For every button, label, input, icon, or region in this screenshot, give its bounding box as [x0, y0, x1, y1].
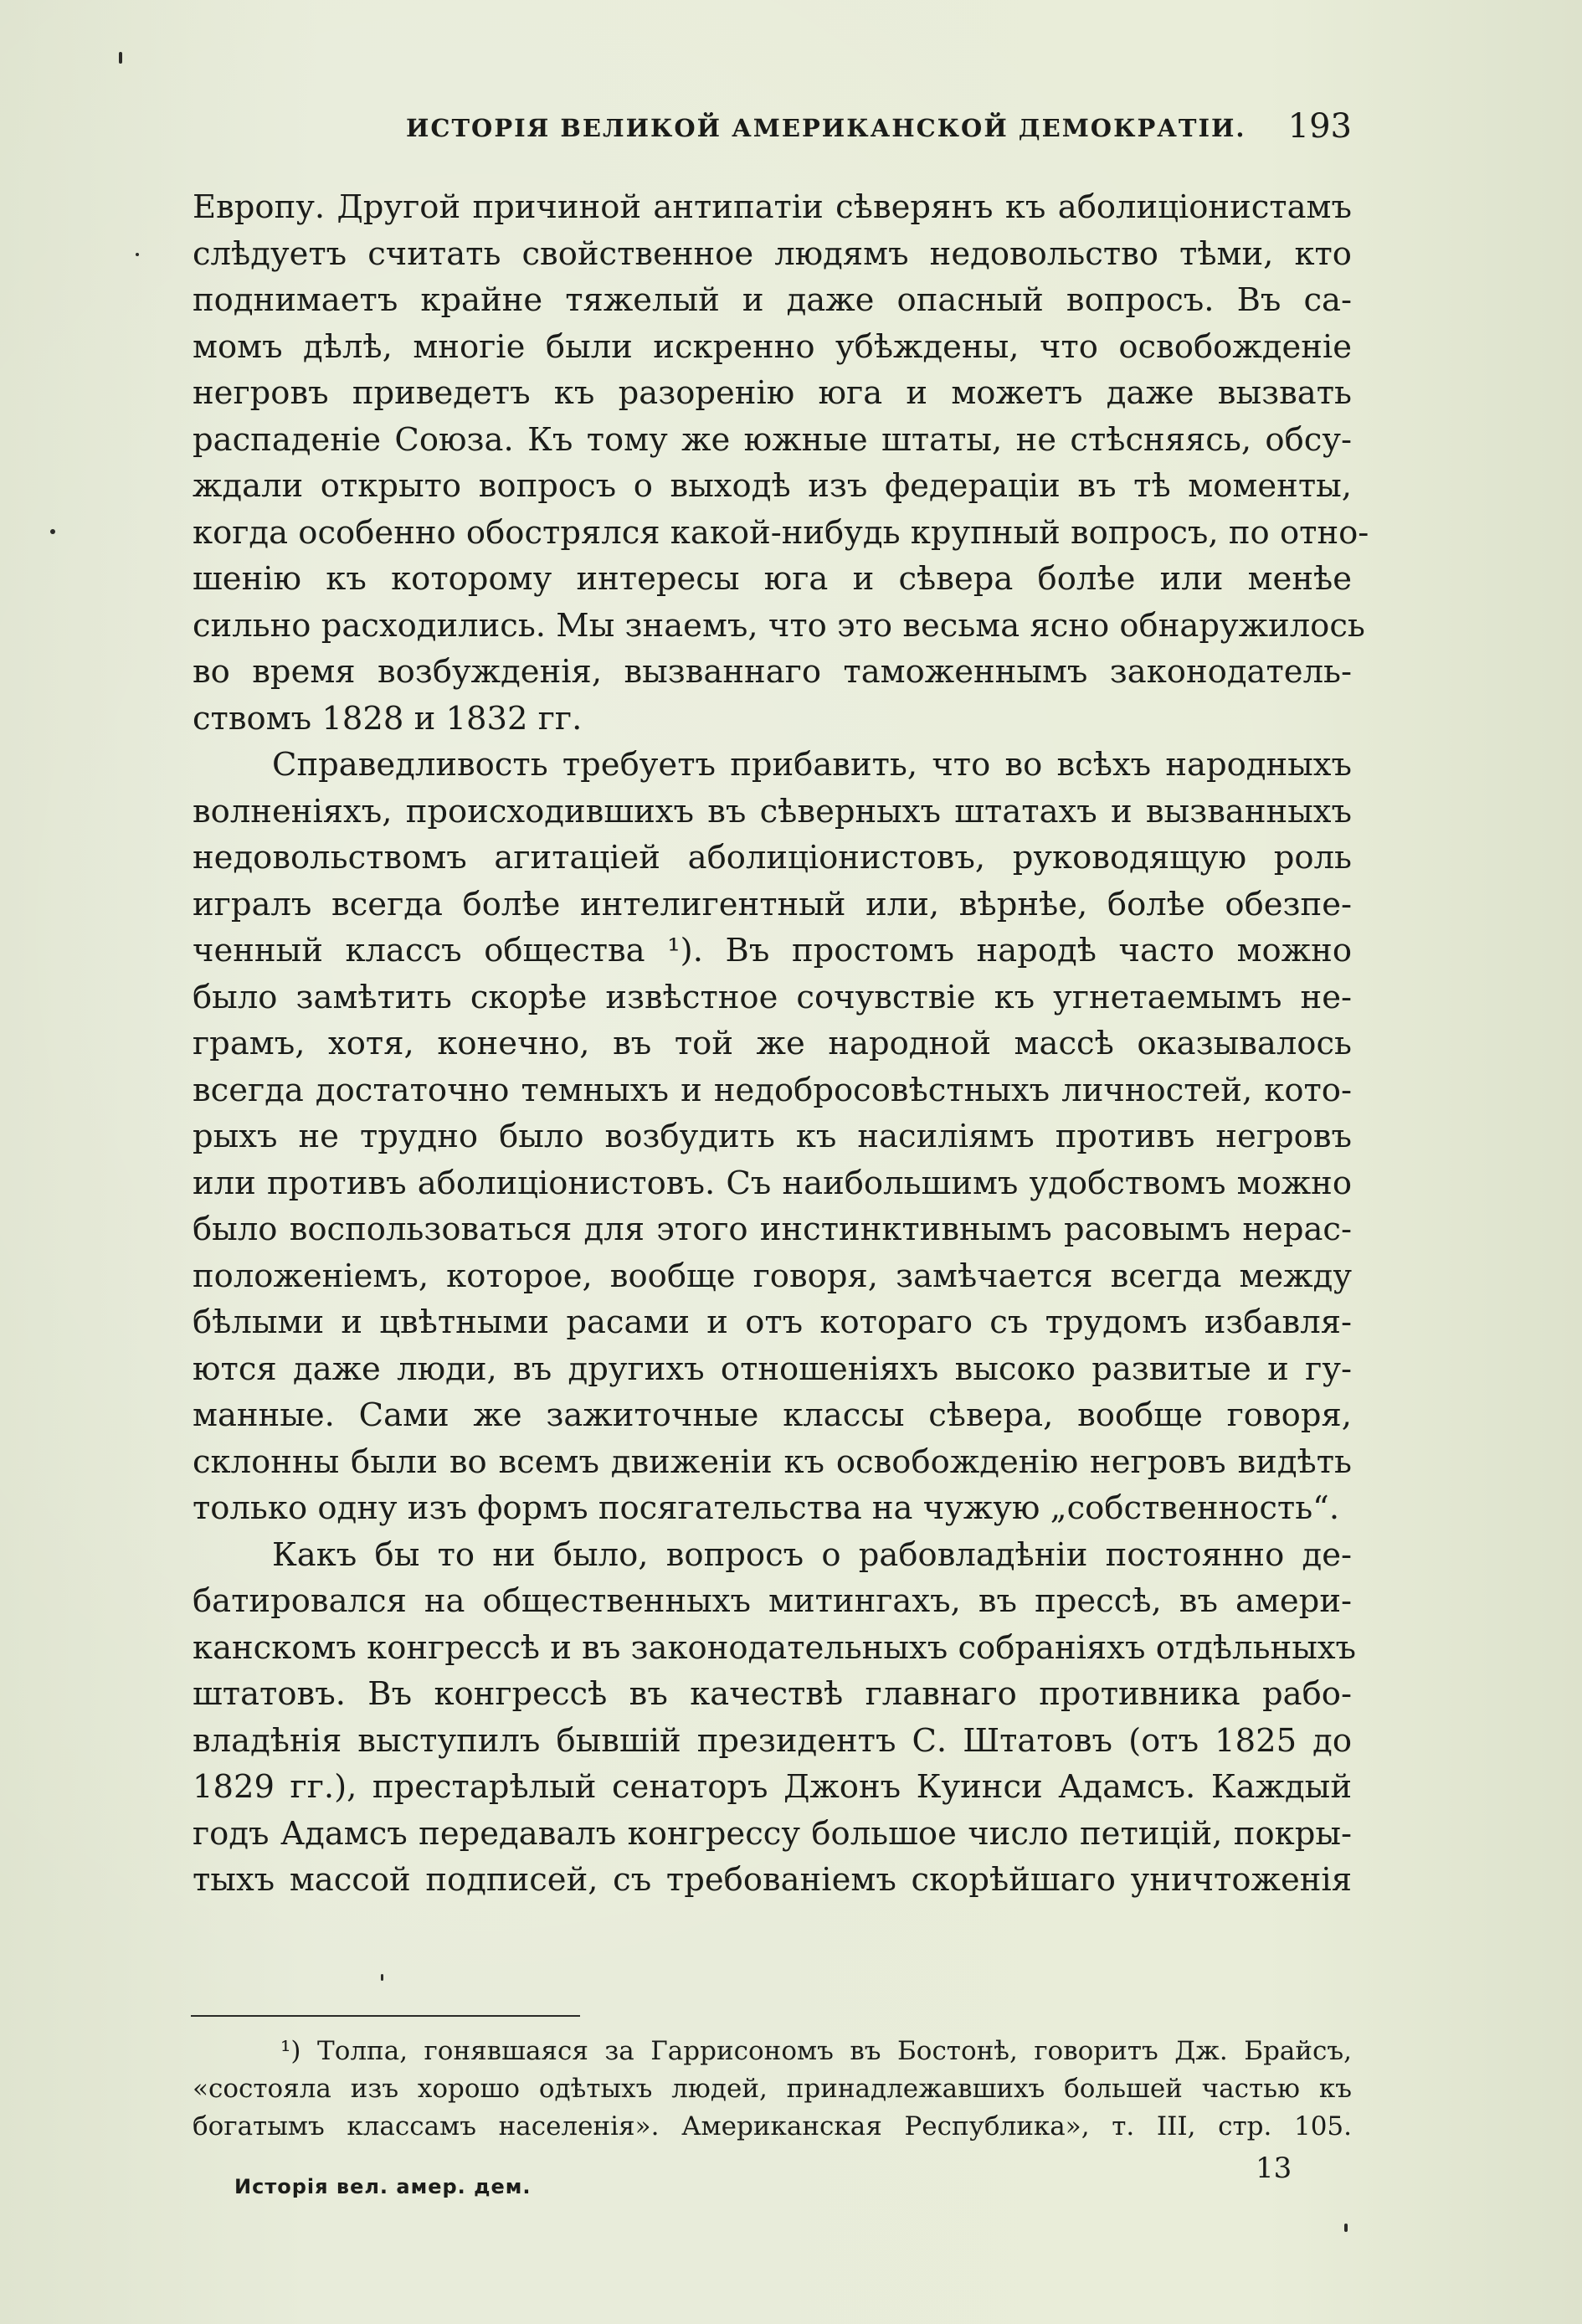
footnote-line: «состояла изъ хорошо одѣтыхъ людей, принадлежавшихъ большей частью къ [193, 2074, 1352, 2104]
text-line: было воспользоваться для этого инстинктивнымъ расовымъ нерас- [193, 1211, 1352, 1248]
text-line: поднимаетъ крайне тяжелый и даже опасный вопросъ. Въ са- [193, 281, 1352, 319]
text-line: ченный классъ общества ¹). Въ простомъ народѣ часто можно [193, 932, 1352, 969]
text-line: во время возбужденія, вызваннаго таможеннымъ законодатель- [193, 653, 1352, 691]
footnote-line: ¹) Толпа, гонявшаяся за Гаррисономъ въ Бостонѣ, говоритъ Дж. Брайсъ, [280, 2036, 1352, 2066]
sheet-number: 13 [1256, 2152, 1292, 2185]
text-line: канскомъ конгрессѣ и въ законодательныхъ собраніяхъ отдѣльныхъ [193, 1628, 1357, 1667]
text-line: только одну изъ формъ посягательства на чужую „собственность“. [193, 1489, 1340, 1527]
text-line: манные. Сами же зажиточные классы сѣвера, вообще говоря, [193, 1396, 1352, 1434]
text-line: ствомъ 1828 и 1832 гг. [193, 699, 583, 738]
text-line: Европу. Другой причиной антипатіи сѣверянъ къ аболиціонистамъ [193, 188, 1352, 226]
text-line: всегда достаточно темныхъ и недобросовѣстныхъ личностей, кото- [193, 1071, 1352, 1109]
text-line: когда особенно обострялся какой-нибудь крупный вопросъ, по отно- [193, 513, 1369, 552]
text-line: сильно расходились. Мы знаемъ, что это весьма ясно обнаружилось [193, 606, 1365, 645]
text-line: ются даже люди, въ другихъ отношеніяхъ высоко развитые и гу- [193, 1350, 1352, 1388]
text-line: волненіяхъ, происходившихъ въ сѣверныхъ штатахъ и вызванныхъ [193, 792, 1352, 830]
text-line: Справедливость требуетъ прибавить, что во всѣхъ народныхъ [272, 746, 1352, 784]
text-line: момъ дѣлѣ, многіе были искренно убѣждены, что освобожденіе [193, 327, 1352, 366]
page-number: 193 [1287, 107, 1352, 146]
footnotes [193, 2033, 1352, 2146]
running-title: ИСТОРІЯ ВЕЛИКОЙ АМЕРИКАНСКОЙ ДЕМОКРАТІИ. [406, 114, 1246, 142]
footnote-divider [191, 2015, 580, 2017]
text-line: батировался на общественныхъ митингахъ, въ прессѣ, въ амери- [193, 1582, 1352, 1620]
text-line: склонны были во всемъ движеніи къ освобожденію негровъ видѣть [193, 1442, 1352, 1481]
signature-line: Исторія вел. амер. дем. [234, 2175, 532, 2198]
text-line: владѣнія выступилъ бывшій президентъ С. Штатовъ (отъ 1825 до [193, 1721, 1352, 1760]
text-line: было замѣтить скорѣе извѣстное сочувствіе къ угнетаемымъ не- [193, 978, 1352, 1016]
text-line: негровъ приведетъ къ разоренію юга и можетъ даже вызвать [193, 374, 1352, 412]
text-line: шенію къ которому интересы юга и сѣвера болѣе или менѣе [193, 560, 1352, 598]
text-line: недовольствомъ агитаціей аболиціонистовъ, руководящую роль [193, 839, 1352, 877]
scan-speck [136, 253, 139, 256]
footnote-line: богатымъ классамъ населенія». Американская Республика», т. III, стр. 105. [193, 2111, 1352, 2141]
text-line: ждали открыто вопросъ о выходѣ изъ федераціи въ тѣ моменты, [193, 467, 1352, 505]
main-text [193, 184, 1369, 1904]
scan-speck [381, 1974, 383, 1981]
text-line: рыхъ не трудно было возбудить къ насиліямъ противъ негровъ [193, 1118, 1352, 1155]
text-line: годъ Адамсъ передавалъ конгрессу большое число петицій, покры- [193, 1814, 1352, 1853]
text-line: положеніемъ, которое, вообще говоря, замѣчается всегда между [193, 1257, 1352, 1295]
scan-speck [50, 529, 55, 534]
scan-speck [119, 52, 122, 64]
text-line: игралъ всегда болѣе интелигентный или, вѣрнѣе, болѣе обезпе- [193, 885, 1352, 923]
page-header [193, 107, 1352, 157]
text-line: тыхъ массой подписей, съ требованіемъ скорѣйшаго уничтоженія [193, 1861, 1352, 1899]
text-line: или противъ аболиціонистовъ. Съ наибольшимъ удобствомъ можно [193, 1164, 1352, 1202]
text-line: штатовъ. Въ конгрессѣ въ качествѣ главнаго противника рабо- [193, 1675, 1352, 1713]
text-line: бѣлыми и цвѣтными расами и отъ котораго съ трудомъ избавля- [193, 1303, 1352, 1341]
text-line: Какъ бы то ни было, вопросъ о рабовладѣніи постоянно де- [272, 1535, 1352, 1574]
text-line: 1829 гг.), престарѣлый сенаторъ Джонъ Куинси Адамсъ. Каждый [193, 1768, 1352, 1806]
text-line: распаденіе Союза. Къ тому же южные штаты, не стѣсняясь, обсу- [193, 420, 1352, 459]
text-line: слѣдуетъ считать свойственное людямъ недовольство тѣми, кто [193, 234, 1352, 273]
scan-speck [1344, 2224, 1348, 2232]
text-line: грамъ, хотя, конечно, въ той же народной массѣ оказывалось [193, 1025, 1352, 1062]
